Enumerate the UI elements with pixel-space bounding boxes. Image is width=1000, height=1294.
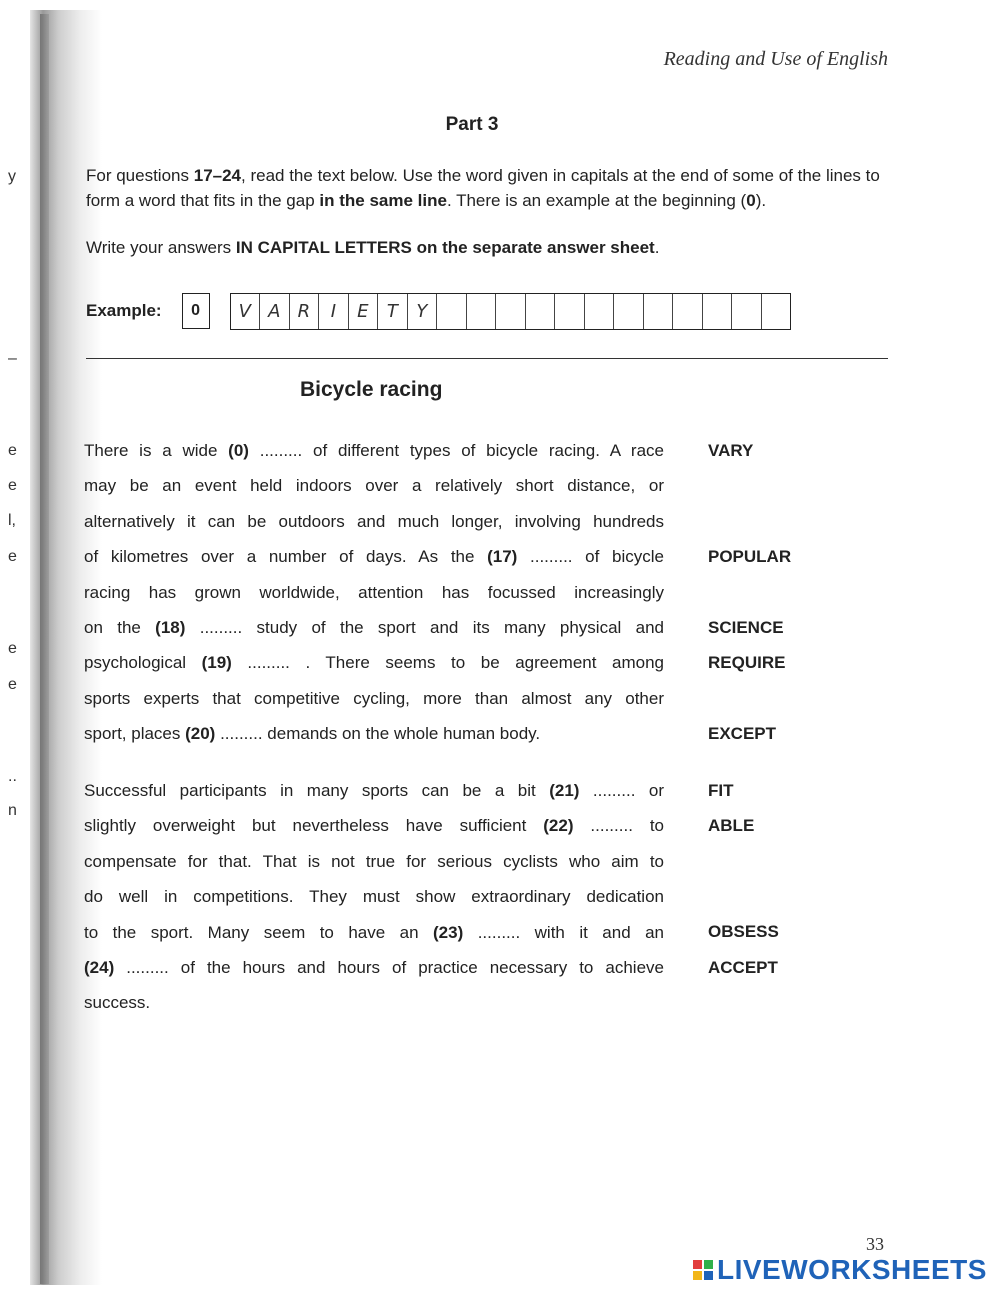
gap-number: (24) — [84, 958, 115, 977]
text-line-segment: success. — [84, 993, 151, 1013]
text-line — [84, 814, 664, 838]
text-line-segment: ......... of bicycle — [517, 547, 664, 567]
instructions-paragraph-1: For questions 17–24, read the text below. Use the word given in capitals at the end of some of the lines to form a word that fits in the gap in the same line. There is an example at the beginning (0). — [86, 166, 880, 210]
logo-text: LIVEWORKSHEETS — [717, 1254, 987, 1285]
example-number-box: 0 — [182, 293, 210, 329]
example-answer-cell: I — [319, 294, 349, 329]
gap-number: (17) — [487, 547, 518, 567]
part-title: Part 3 — [445, 114, 499, 135]
text-line-segment: sports experts that competitive cycling, more than almost any other — [84, 688, 664, 708]
edge-letter: y — [8, 168, 16, 185]
text-line-segment: sport, places — [84, 724, 186, 744]
logo-square — [704, 1260, 713, 1269]
text-line-segment: ......... demands on the whole human body. — [215, 724, 541, 744]
edge-letter: e — [8, 640, 17, 657]
edge-letter: .. — [8, 768, 17, 785]
example-answer-cell: A — [260, 294, 290, 329]
cue-word-fit: FIT — [708, 781, 734, 800]
text-line — [84, 921, 664, 945]
text-line-segment: to the sport. Many seem to have an — [84, 922, 434, 942]
example-answer-cell — [526, 294, 556, 329]
text-line — [84, 722, 664, 746]
book-spine-edge — [40, 14, 49, 1284]
text-line-segment: racing has grown worldwide, attention has focussed increasingly — [84, 582, 664, 602]
logo-square — [704, 1271, 713, 1280]
instructions-paragraph-2: Write your answers IN CAPITAL LETTERS on the separate answer sheet. — [86, 238, 660, 257]
text-line — [84, 687, 664, 711]
text-line — [84, 439, 664, 463]
edge-letter: e — [8, 442, 17, 459]
text-line-segment: of kilometres over a number of days. As the — [84, 547, 488, 567]
text-line — [84, 850, 664, 874]
example-answer-cell: T — [378, 294, 408, 329]
cue-word-require: REQUIRE — [708, 653, 786, 672]
example-answer-cell: V — [231, 294, 261, 329]
text-line — [84, 545, 664, 569]
page-number: 33 — [866, 1234, 884, 1254]
example-answer-cell — [762, 294, 791, 329]
text-line — [84, 651, 664, 675]
logo-icon — [693, 1260, 713, 1280]
example-answer-cell — [467, 294, 497, 329]
text-line-segment: may be an event held indoors over a relatively short distance, or — [84, 476, 664, 496]
text-line-segment: psychological — [84, 653, 202, 673]
text-line-segment: do well in competitions. They must show extraordinary dedication — [84, 887, 664, 907]
logo-square — [693, 1271, 702, 1280]
gap-number: (21) — [549, 781, 580, 800]
edge-letter: e — [8, 676, 17, 693]
text-line-segment: ......... study of the sport and its many physical and — [185, 618, 664, 637]
example-answer-cell — [614, 294, 644, 329]
example-answer-cell — [644, 294, 674, 329]
liveworksheets-logo[interactable] — [693, 1254, 987, 1286]
text-line-segment: slightly overweight but nevertheless have sufficient — [84, 816, 544, 836]
text-line-segment: compensate for that. That is not true for serious cyclists who aim to — [84, 851, 664, 871]
text-line — [84, 779, 664, 803]
text-line-segment: on the — [84, 618, 156, 637]
text-line — [84, 616, 664, 640]
edge-letter: l, — [8, 512, 16, 529]
example-label: Example: — [86, 301, 162, 320]
example-row — [86, 292, 791, 330]
example-answer-cell — [732, 294, 762, 329]
cue-word-accept: ACCEPT — [708, 958, 778, 977]
example-answer-cell — [703, 294, 733, 329]
edge-letter: – — [8, 350, 17, 367]
text-line-segment: ......... of the hours and hours of practice necessary to achieve — [114, 958, 664, 977]
text-line-segment: ......... with it and an — [463, 922, 665, 942]
cue-word-except: EXCEPT — [708, 724, 777, 743]
text-line — [84, 510, 664, 534]
text-line — [84, 474, 664, 498]
example-answer-cell: E — [349, 294, 379, 329]
example-answer-cell: R — [290, 294, 320, 329]
example-answer-cell: Y — [408, 294, 438, 329]
gap-number: (18) — [155, 618, 186, 637]
logo-square — [693, 1260, 702, 1269]
gap-number: (22) — [543, 816, 574, 836]
text-line-segment: ......... to — [573, 816, 664, 836]
cue-word-obsess: OBSESS — [708, 922, 779, 941]
text-line-segment: There is a wide — [84, 441, 229, 460]
cue-word-vary: VARY — [708, 441, 754, 460]
gap-number: (0) — [228, 441, 249, 460]
gap-number: (20) — [185, 724, 216, 744]
cue-word-able: ABLE — [708, 816, 755, 835]
cue-word-science: SCIENCE — [708, 618, 784, 637]
text-line-segment: Successful participants in many sports can be a bit — [84, 781, 550, 800]
text-line — [84, 885, 664, 909]
text-line — [84, 956, 664, 980]
example-answer-cell — [673, 294, 703, 329]
text-line-segment: ......... of different types of bicycle racing. A race — [248, 441, 664, 460]
gap-number: (19) — [201, 653, 232, 673]
example-answer-cell — [585, 294, 615, 329]
example-answer-cells — [230, 293, 792, 330]
text-line-segment: ......... . There seems to be agreement among — [231, 653, 664, 673]
running-head: Reading and Use of English — [663, 48, 888, 70]
text-line-segment: ......... or — [579, 781, 665, 800]
edge-letter: e — [8, 548, 17, 565]
edge-letter: n — [8, 802, 17, 819]
text-line-segment: alternatively it can be outdoors and much longer, involving hundreds — [84, 511, 664, 531]
text-title: Bicycle racing — [300, 378, 443, 401]
example-answer-cell — [555, 294, 585, 329]
divider — [86, 358, 888, 359]
gap-number: (23) — [433, 922, 464, 942]
cue-word-popular: POPULAR — [708, 547, 792, 566]
text-line — [84, 991, 664, 1015]
example-answer-cell — [437, 294, 467, 329]
example-answer-cell — [496, 294, 526, 329]
text-line — [84, 581, 664, 605]
edge-letter: e — [8, 477, 17, 494]
